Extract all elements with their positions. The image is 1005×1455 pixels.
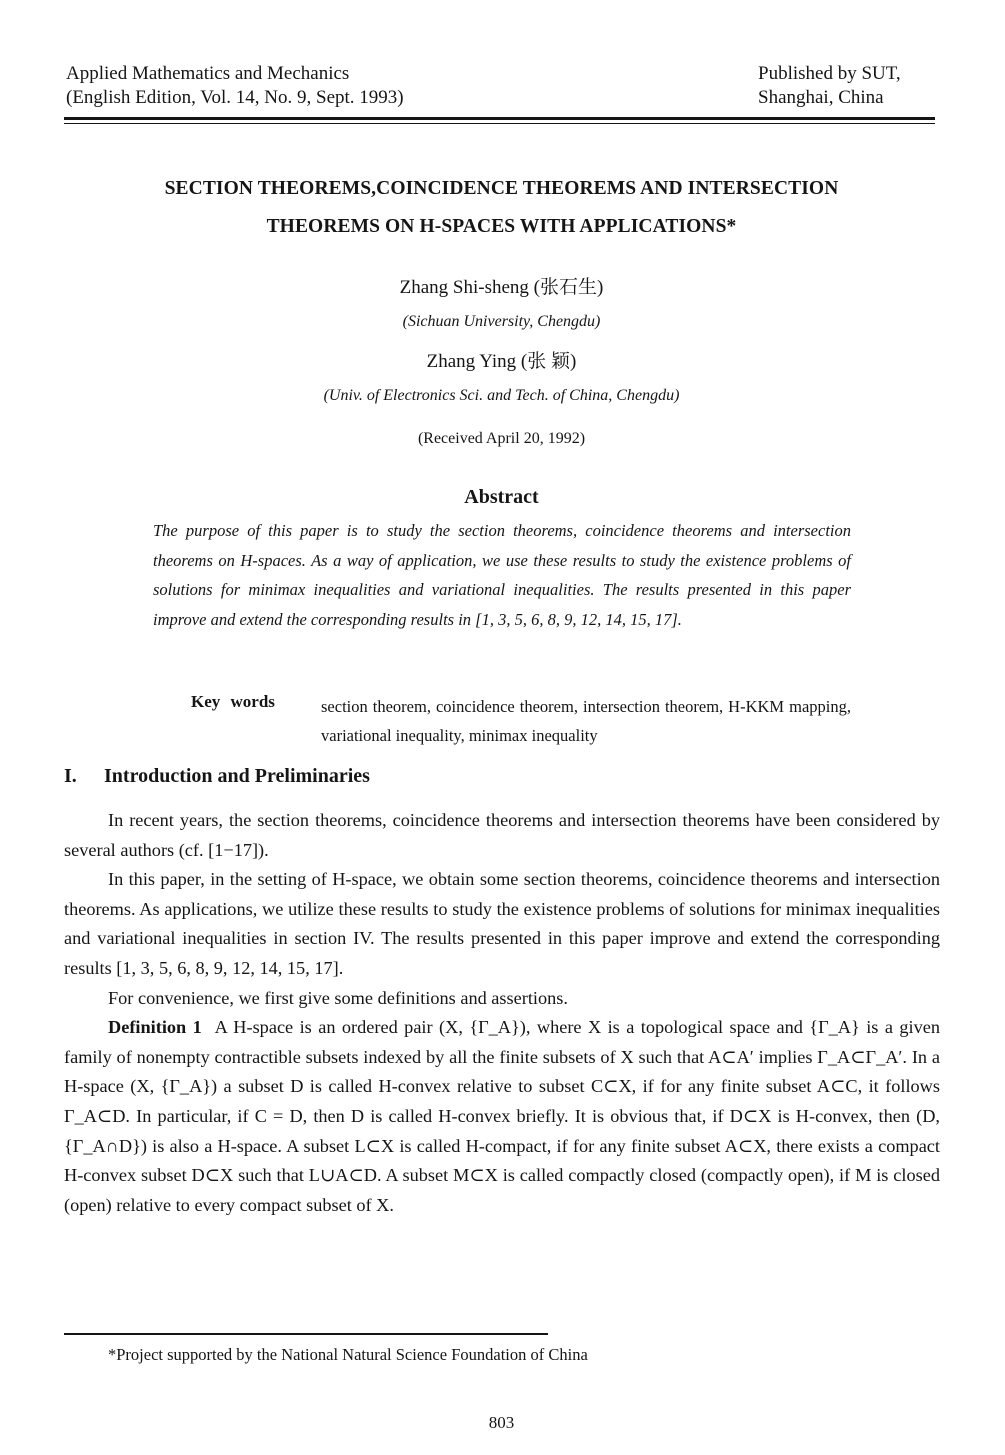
author-2-name: Zhang Ying (张 颖) [426,351,577,372]
section-body [64,806,940,1220]
definition-1 [64,1013,940,1220]
publisher-line-2: Shanghai, China [758,87,884,108]
section-heading [64,765,370,788]
header-rule-thick [64,117,935,120]
definition-label: Definition 1 [108,1017,202,1038]
journal-line-1: Applied Mathematics and Mechanics [66,63,350,84]
title-line-1: SECTION THEOREMS,COINCIDENCE THEOREMS AND INTERSECTION [164,178,839,199]
publisher-line-1: Published by SUT, [758,63,901,84]
section-number: I. [64,765,77,787]
keywords-label: Key words [191,692,275,711]
footnote: *Project supported by the National Natural Science Foundation of China [108,1345,588,1364]
footnote-rule [64,1333,548,1335]
abstract-heading: Abstract [464,486,539,508]
journal-line-2: (English Edition, Vol. 14, No. 9, Sept. 1993) [66,87,404,108]
author-2-affiliation: (Univ. of Electronics Sci. and Tech. of China, Chengdu) [323,387,680,404]
paragraph-1: In recent years, the section theorems, coincidence theorems and intersection theorems have been considered by several authors (cf. [1−17]). [64,810,940,860]
journal-info [66,62,404,110]
paper-title [64,170,939,246]
abstract-text: The purpose of this paper is to study the section theorems, coincidence theorems and intersection theorems on H-spaces. As a way of application, we use these results to study the existence problems of solutions for minimax inequalities and variational inequalities. The results presented in this paper improve and extend the corresponding results in [1, 3, 5, 6, 8, 9, 12, 14, 15, 17]. [153,521,851,629]
paragraph-2: In this paper, in the setting of H-space, we obtain some section theorems, coincidence theorems and intersection theorems. As applications, we utilize these results to study the existence problems of solutions for minimax inequalities and variational inequalities in section IV. The results presented in this paper improve and extend the corresponding results [1, 3, 5, 6, 8, 9, 12, 14, 15, 17]. [64,869,940,978]
header-rule-thin [64,123,935,124]
author-1-name: Zhang Shi-sheng (张石生) [399,277,604,298]
keywords-text: section theorem, coincidence theorem, intersection theorem, H-KKM mapping, variational inequality, minimax inequality [321,697,851,745]
publisher-info [758,62,901,110]
paragraph-3: For convenience, we first give some definitions and assertions. [108,987,568,1008]
received-date: (Received April 20, 1992) [417,430,586,447]
section-title: Introduction and Preliminaries [104,765,370,787]
page-number: 803 [488,1413,515,1432]
author-1-affiliation: (Sichuan University, Chengdu) [402,313,601,330]
definition-text: A H-space is an ordered pair (X, {Γ_A}), where X is a topological space and {Γ_A} is a given family of nonempty contractible subsets indexed by all the finite subsets of X such that A⊂A′ implies Γ_A⊂Γ_A′. In a H-space (X, {Γ_A}) a subset D is called H-convex relative to subset C⊂X, if for any finite subset A⊂C, it follows Γ_A⊂D. In particular, if C = D, then D is called H-convex briefly. It is obvious that, if D⊂X is H-convex, then (D, {Γ_A∩D}) is also a H-space. A subset L⊂X is called H-compact, if for any finite subset A⊂X, there exists a compact H-convex subset D⊂X such that L∪A⊂D. A subset M⊂X is called compactly closed (compactly open), if M is closed (open) relative to every compact subset of X. [64,1017,940,1215]
title-line-2: THEOREMS ON H-SPACES WITH APPLICATIONS* [266,216,737,237]
